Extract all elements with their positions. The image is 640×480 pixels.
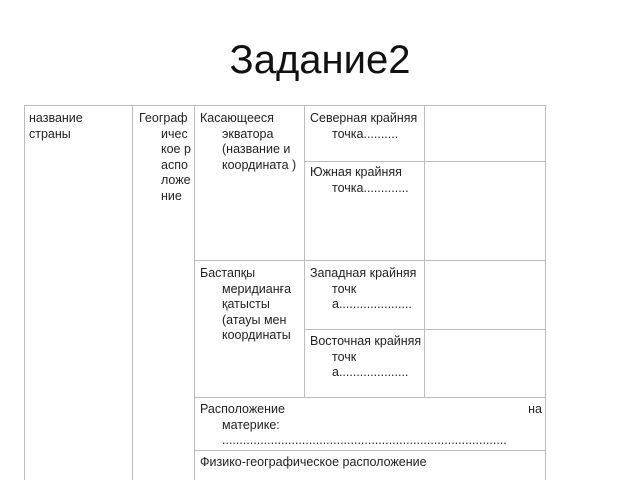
west-extreme-point: Западная крайняя точка..................... [310,266,417,311]
row-divider-mainland [194,397,546,398]
equator-relation: Касающееся экватора (название и координата ) [200,111,297,172]
row-divider-physical [194,450,546,451]
row-divider-north-south [304,161,546,162]
row-divider-equator-meridian [194,260,546,261]
mainland-position-continuation: материке: .................................................................................. [222,417,507,447]
header-country-name: название страны [29,111,83,141]
table-border-top [24,105,546,106]
table-divider-col4 [424,105,425,397]
row-divider-west-east [304,329,546,330]
physical-geographic-position: Физико-географическое расположение [200,455,427,469]
prime-meridian-relation: Бастапқы меридианға қатысты (атауы мен координаты [200,266,292,342]
table-divider-col2 [194,105,195,480]
table-border-left [24,105,25,480]
north-extreme-point: Северная крайняя точка.......... [310,111,418,141]
mainland-position-label: Расположение на [200,402,542,416]
table-divider-col1 [132,105,133,480]
east-extreme-point: Восточная крайняя точка.................... [310,334,422,379]
mainland-position [200,402,542,449]
south-extreme-point: Южная крайняя точка............. [310,165,409,195]
header-geographic-position: Географическое расположение [139,111,191,203]
table-divider-col3 [304,105,305,397]
slide-title: Задание2 [229,38,411,82]
